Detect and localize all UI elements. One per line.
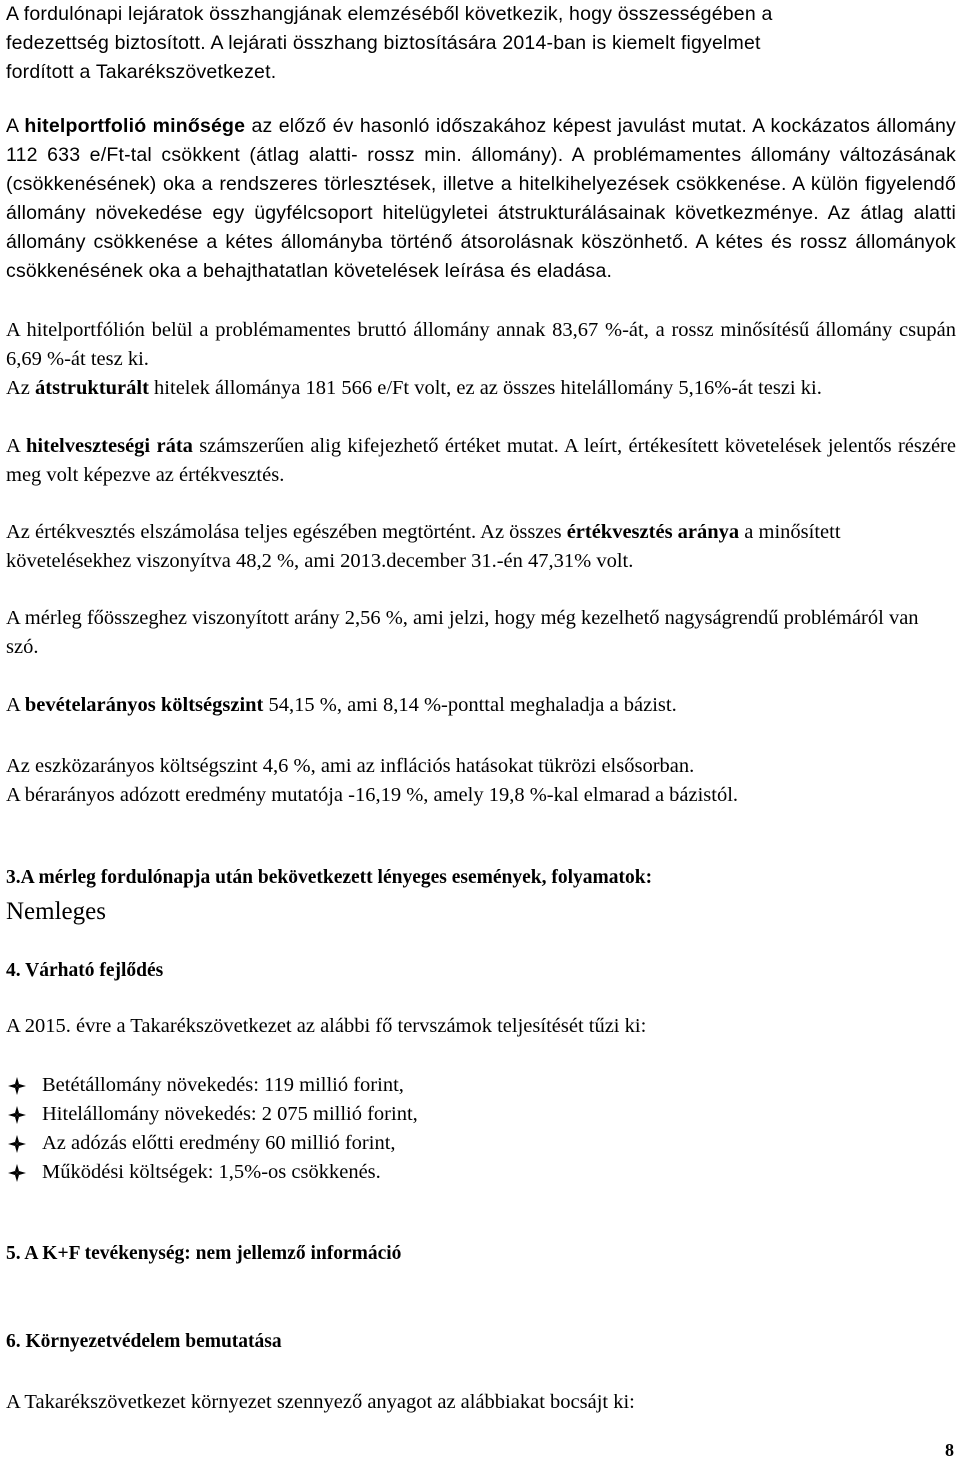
- paragraph-restructured: Az átstrukturált hitelek állománya 181 566 e/Ft volt, ez az összes hitelállomány 5,16%-át teszi ki.: [6, 377, 822, 399]
- bold-term: értékvesztés aránya: [566, 521, 740, 543]
- section-3-title: 3.A mérleg fordulónapja után bekövetkezett lényeges események, folyamatok:: [6, 867, 653, 888]
- paragraph-impairment: Az értékvesztés elszámolása teljes egészében megtörtént. Az összes értékvesztés aránya a minősített követelésekhez viszonyítva 48,2 %, ami 2013.december 31.-én 47,31% volt.: [6, 521, 841, 572]
- section-3-text: Nemleges: [6, 898, 106, 925]
- text-line: fordított a Takarékszövetkezet.: [6, 61, 277, 83]
- bold-term: bevételarányos költségszint: [24, 694, 264, 716]
- paragraph-loan-portfolio: A hitelportfolió minősége az előző év hasonló időszakához képest javulást mutat. A kockázatos állomány 112 633 e/Ft-tal csökkent (átlag alatti- rossz min. állomány). A problémamentes állomány változásának (csökkenésének) oka a rendszeres törlesztések, illetve a hitelkihelyezések csökkenése. A külön figyelendő állomány növekedése egy ügyfélcsoport hitelügyletei átstrukturálásainak következménye. Az átlag alatti állomány csökkenése a kétes állományba történő átsorolásnak köszönhető. A kétes és rossz állományok csökkenésének oka a behajthatatlan követelések leírása és eladása.: [6, 115, 956, 282]
- list-item: Hitelállomány növekedés: 2 075 millió forint,: [8, 1100, 948, 1129]
- bold-term: átstrukturált: [35, 377, 149, 399]
- text-line: A fordulónapi lejáratok összhangjának elemzéséből következik, hogy összességében a: [6, 3, 773, 25]
- diamond-bullet-icon: [8, 1106, 42, 1124]
- section-6-title: 6. Környezetvédelem bemutatása: [6, 1331, 282, 1352]
- paragraph-ratios: [6, 752, 956, 810]
- list-item: Az adózás előtti eredmény 60 millió forint,: [8, 1129, 948, 1158]
- section-6-text: A Takarékszövetkezet környezet szennyező anyagot az alábbiakat bocsájt ki:: [6, 1391, 635, 1413]
- section-5-title: 5. A K+F tevékenység: nem jellemző információ: [6, 1243, 402, 1264]
- text-line: fedezettség biztosított. A lejárati összhang biztosítására 2014-ban is kiemelt figyelmet: [6, 32, 761, 54]
- paragraph-balance-ratio: A mérleg főösszeghez viszonyított arány 2,56 %, ami jelzi, hogy még kezelhető nagyságrendű problémáról van szó.: [6, 607, 919, 658]
- text-line: A bérarányos adózott eredmény mutatója -16,19 %, amely 19,8 %-kal elmarad a bázistól.: [6, 784, 739, 806]
- section-4-intro: A 2015. évre a Takarékszövetkezet az alábbi fő tervszámok teljesítését tűzi ki:: [6, 1015, 647, 1037]
- paragraph-maturity: [6, 0, 956, 87]
- page-number: 8: [945, 1440, 954, 1460]
- target-list: [8, 1071, 948, 1187]
- section-4-title: 4. Várható fejlődés: [6, 960, 164, 981]
- text-line: Az eszközarányos költségszint 4,6 %, ami az inflációs hatásokat tükrözi elsősorban.: [6, 755, 695, 777]
- paragraph-problem-free: A hitelportfólión belül a problémamentes bruttó állomány annak 83,67 %-át, a rossz minősítésű állomány csupán 6,69 %-át tesz ki.: [6, 319, 956, 370]
- bold-term: hitelportfolió minősége: [24, 115, 246, 137]
- paragraph-cost-level: A bevételarányos költségszint 54,15 %, ami 8,14 %-ponttal meghaladja a bázist.: [6, 694, 677, 716]
- diamond-bullet-icon: [8, 1077, 42, 1095]
- list-item: Betétállomány növekedés: 119 millió forint,: [8, 1071, 948, 1100]
- diamond-bullet-icon: [8, 1164, 42, 1182]
- diamond-bullet-icon: [8, 1135, 42, 1153]
- list-item: Működési költségek: 1,5%-os csökkenés.: [8, 1158, 948, 1187]
- paragraph-loss-rate: A hitelveszteségi ráta számszerűen alig kifejezhető értéket mutat. A leírt, értékesített követelések jelentős részére meg volt képezve az értékvesztés.: [6, 435, 956, 486]
- bold-term: hitelveszteségi ráta: [26, 435, 193, 457]
